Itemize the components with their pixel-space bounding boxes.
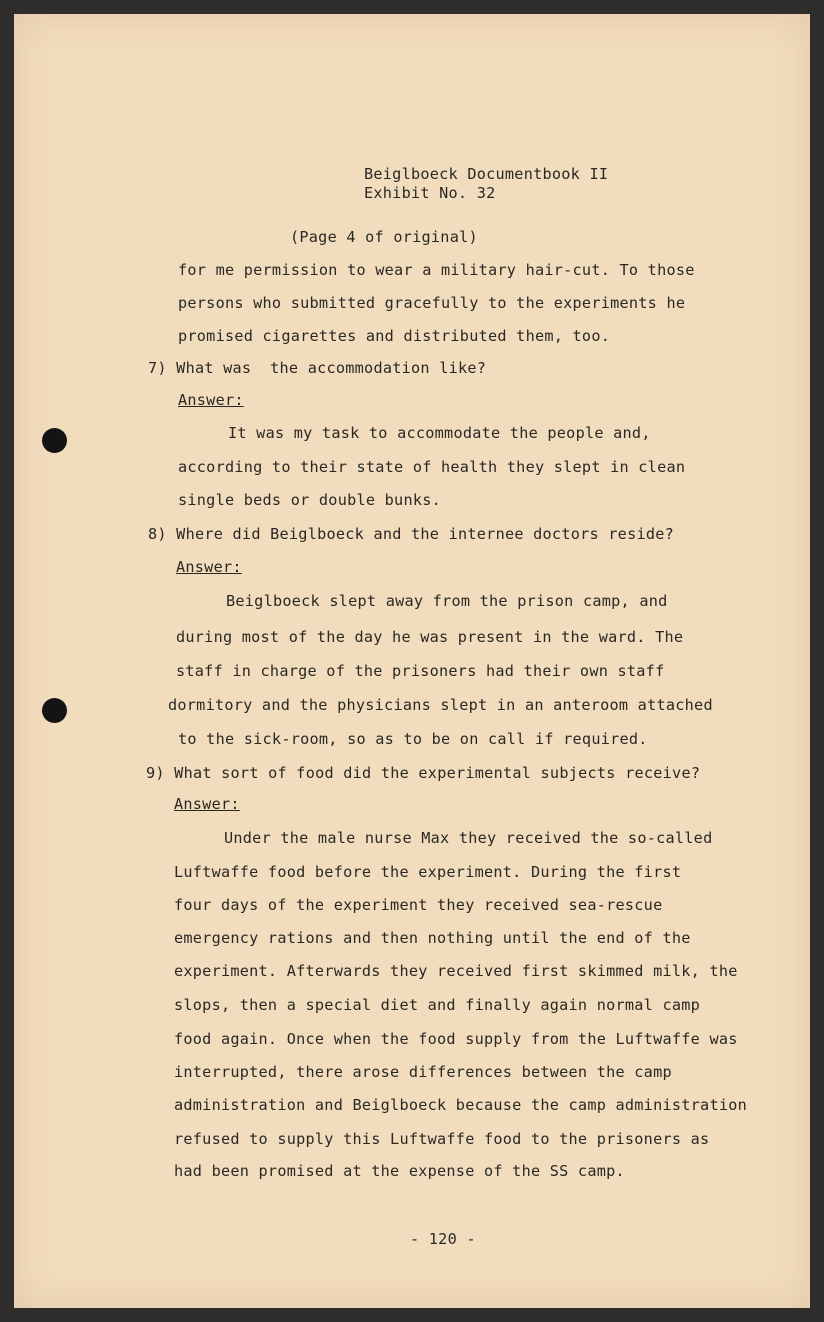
answer-label: Answer: [174, 795, 240, 813]
question-9: 9) What sort of food did the experimental subjects receive? [146, 764, 701, 782]
body-line: experiment. Afterwards they received first skimmed milk, the [174, 962, 738, 980]
body-line: administration and Beiglboeck because the camp administration [174, 1096, 748, 1114]
body-line: dormitory and the physicians slept in an anteroom attached [168, 696, 713, 714]
body-line: persons who submitted gracefully to the experiments he [178, 294, 686, 312]
body-line: had been promised at the expense of the SS camp. [174, 1162, 625, 1180]
body-line: It was my task to accommodate the people and, [228, 424, 651, 442]
body-line: promised cigarettes and distributed them, too. [178, 327, 611, 345]
body-line: emergency rations and then nothing until the end of the [174, 929, 691, 947]
answer-label: Answer: [178, 391, 244, 409]
punch-hole-top [42, 428, 67, 453]
document-page [14, 14, 810, 1308]
punch-hole-bottom [42, 698, 67, 723]
question-7: 7) What was the accommodation like? [148, 359, 487, 377]
body-line: for me permission to wear a military hair-cut. To those [178, 261, 695, 279]
answer-label: Answer: [176, 558, 242, 576]
header-exhibit: Exhibit No. 32 [364, 184, 496, 202]
body-line: to the sick-room, so as to be on call if required. [178, 730, 648, 748]
body-line: interrupted, there arose differences between the camp [174, 1063, 672, 1081]
body-line: Luftwaffe food before the experiment. During the first [174, 863, 682, 881]
page-number: - 120 - [410, 1230, 476, 1248]
header-book-title: Beiglboeck Documentbook II [364, 165, 609, 183]
page-reference: (Page 4 of original) [290, 228, 478, 246]
body-line: four days of the experiment they received sea-rescue [174, 896, 663, 914]
body-line: slops, then a special diet and finally again normal camp [174, 996, 701, 1014]
body-line: during most of the day he was present in the ward. The [176, 628, 684, 646]
body-line: Under the male nurse Max they received the so-called [224, 829, 713, 847]
body-line: single beds or double bunks. [178, 491, 442, 509]
question-8: 8) Where did Beiglboeck and the internee doctors reside? [148, 525, 675, 543]
body-line: Beiglboeck slept away from the prison camp, and [226, 592, 668, 610]
body-line: refused to supply this Luftwaffe food to the prisoners as [174, 1130, 710, 1148]
body-line: according to their state of health they slept in clean [178, 458, 686, 476]
body-line: staff in charge of the prisoners had their own staff [176, 662, 665, 680]
body-line: food again. Once when the food supply from the Luftwaffe was [174, 1030, 738, 1048]
